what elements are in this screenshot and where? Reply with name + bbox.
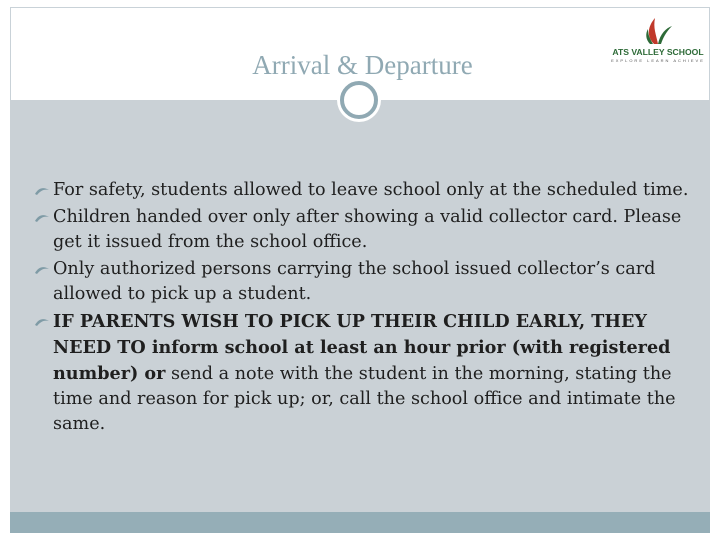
logo-tagline: EXPLORE LEARN ACHIEVE (611, 58, 705, 63)
school-logo (610, 14, 706, 66)
list-item (34, 178, 699, 203)
bullet-text: Only authorized persons carrying the school issued collector’s card allowed to pick up a student. (53, 259, 656, 304)
bullet-bold-text: IF PARENTS WISH TO PICK UP THEIR CHILD EARLY, THEY NEED TO inform school at least an hour prior (with registered number) or (53, 311, 671, 384)
flame-leaf-icon (610, 14, 706, 48)
logo-name: ATS VALLEY SCHOOL (612, 47, 704, 57)
title-ring-ornament (340, 81, 378, 119)
list-item (34, 257, 699, 307)
bullet-wave-icon (34, 264, 50, 275)
bullet-text: send a note with the student in the morning, stating the time and reason for pick up; or, call the school office and intimate the same. (53, 364, 676, 434)
bullet-wave-icon (34, 185, 50, 196)
bullet-wave-icon (34, 212, 50, 223)
slide-title: Arrival & Departure (252, 50, 473, 80)
bullet-wave-icon (34, 316, 50, 327)
bullet-text: For safety, students allowed to leave school only at the scheduled time. (53, 180, 689, 200)
list-item (34, 309, 699, 437)
list-item (34, 205, 699, 255)
bullet-list (34, 178, 699, 439)
bullet-text: Children handed over only after showing a valid collector card. Please get it issued from the school office. (53, 207, 682, 252)
footer-bar (10, 512, 710, 533)
